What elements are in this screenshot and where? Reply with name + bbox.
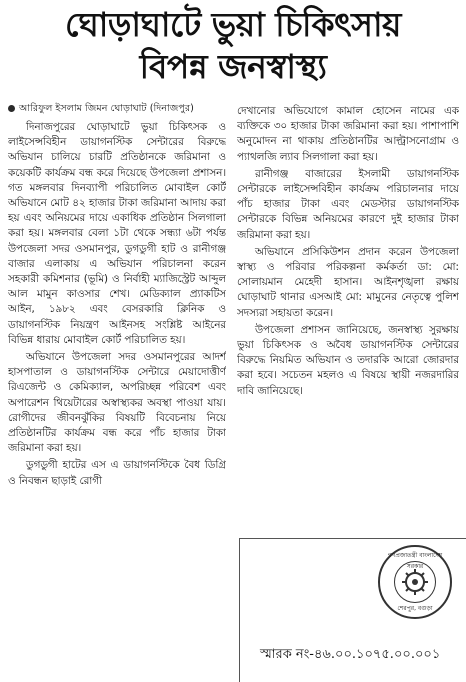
seal-bottom-text: শেরপুর, বগুড়া	[397, 605, 433, 612]
memo-number: স্মারক নং-৪৬.০০.১০৭৫.০০.০০১	[260, 647, 441, 662]
paragraph: উপজেলা প্রশাসন জানিয়েছে, জনস্বাস্থ্য সুরক্ষায় ভুয়া চিকিৎসক ও অবৈধ ডায়াগনস্টিক সেন্টারের বিরুদ্ধে নিয়মিত অভিযান ও তদারকি আরো জোরদার করা হবে। সচেতন মহলও এ বিষয়ে স্থায়ী নজরদারির দাবি জানিয়েছে।	[237, 323, 459, 397]
seal-top-text: গণপ্রজাতন্ত্রী বাংলাদেশ সরকার	[387, 552, 443, 570]
byline	[8, 102, 224, 116]
paragraph: ডুগডুগী হাটের এস এ ডায়াগনস্টিকে বৈধ ডিগ্রি ও নিবন্ধন ছাড়াই রোগী	[8, 459, 226, 487]
paragraph: রানীগঞ্জ বাজারের ইসলামী ডায়াগনস্টিক সেন্টারকে লাইসেন্সবিহীন কার্যক্রম পরিচালনার দায়ে পাঁচ হাজার টাকা এবং মেডস্টার ডায়াগনস্টিক সেন্টারকে বিভিন্ন অনিয়মের কারণে দুই হাজার টাকা জরিমানা করা হয়।	[237, 167, 459, 241]
paragraph: দেখানোর অভিযোগে কামাল হোসেন নামের এক ব্যক্তিকে ৩০ হাজার টাকা জরিমানা করা হয়। পাশাপাশি অনুমোদন না থাকায় প্রতিষ্ঠানটির আল্ট্রাসনোগ্রাম ও প্যাথলজি ল্যাব সিলগালা করা হয়।	[237, 105, 459, 163]
paragraph: দিনাজপুরের ঘোড়াঘাটে ভুয়া চিকিৎসক ও লাইসেন্সবিহীন ডায়াগনস্টিক সেন্টারের বিরুদ্ধে অভিযান চালিয়ে চারটি প্রতিষ্ঠানকে জরিমানা ও কয়েকটি কার্যক্রম বন্ধ করে দিয়েছে উপজেলা প্রশাসন। গত মঙ্গলবার দিনব্যাপী পরিচালিত মোবাইল কোর্ট অভিযানে মোট ৪২ হাজার টাকা জরিমানা আদায় করা হয় এবং অনিয়মের দায়ে একাধিক প্রতিষ্ঠান সিলগালা করা হয়। মঙ্গলবার বেলা ১টা থেকে সন্ধ্যা ৬টা পর্যন্ত উপজেলা সদর ওসমানপুর, ডুগডুগী হাট ও রানীগঞ্জ বাজার এলাকায় এ অভিযান পরিচালনা করেন সহকারী কমিশনার (ভূমি) ও নির্বাহী ম্যাজিস্ট্রেট আব্দুল আল মামুন কাওসার শেখ। মেডিক্যাল প্র্যাকটিস আইন, ১৯৮২ এবং বেসরকারি ক্লিনিক ও ডায়াগনস্টিক নিয়ন্ত্রণ আইনসহ সংশ্লিষ্ট আইনের বিভিন্ন ধারায় মোবাইল কোর্ট পরিচালিত হয়।	[8, 121, 226, 346]
headline-line-2: বিপন্ন জনস্বাস্থ্য	[139, 47, 327, 86]
paragraph: অভিযানে প্রসিকিউশন প্রদান করেন উপজেলা স্বাস্থ্য ও পরিবার পরিকল্পনা কর্মকর্তা ডা: মো: সোলায়মান মেহেদী হাসান। আইনশৃঙ্খলা রক্ষায় ঘোড়াঘাট থানার এসআই মো: মামুনের নেতৃত্বে পুলিশ সদস্যরা সহায়তা করেন।	[237, 245, 459, 319]
government-seal-icon	[378, 545, 452, 619]
bullet-icon	[8, 105, 15, 112]
article-column-1	[8, 120, 226, 678]
paragraph: অভিযানে উপজেলা সদর ওসমানপুরের আদর্শ হাসপাতাল ও ডায়াগনস্টিক সেন্টারে মেয়াদোত্তীর্ণ রিএজেন্ট ও কেমিক্যাল, অপরিচ্ছন্ন পরিবেশ এবং অপারেশন থিয়েটারের অস্বাস্থ্যকর অবস্থা পাওয়া যায়। রোগীদের জীবনঝুঁকির বিষয়টি বিবেচনায় নিয়ে প্রতিষ্ঠানটির কার্যক্রম বন্ধ করে পাঁচ হাজার টাকা জরিমানা করা হয়।	[8, 351, 226, 455]
headline-line-1: ঘোড়াঘাটে ভুয়া চিকিৎসায়	[65, 5, 401, 44]
government-notice-ad	[239, 538, 466, 682]
byline-text: আরিফুল ইসলাম জিমন ঘোড়াঘাট (দিনাজপুর)	[19, 103, 194, 114]
headline	[0, 4, 466, 88]
article-column-2	[237, 104, 459, 524]
